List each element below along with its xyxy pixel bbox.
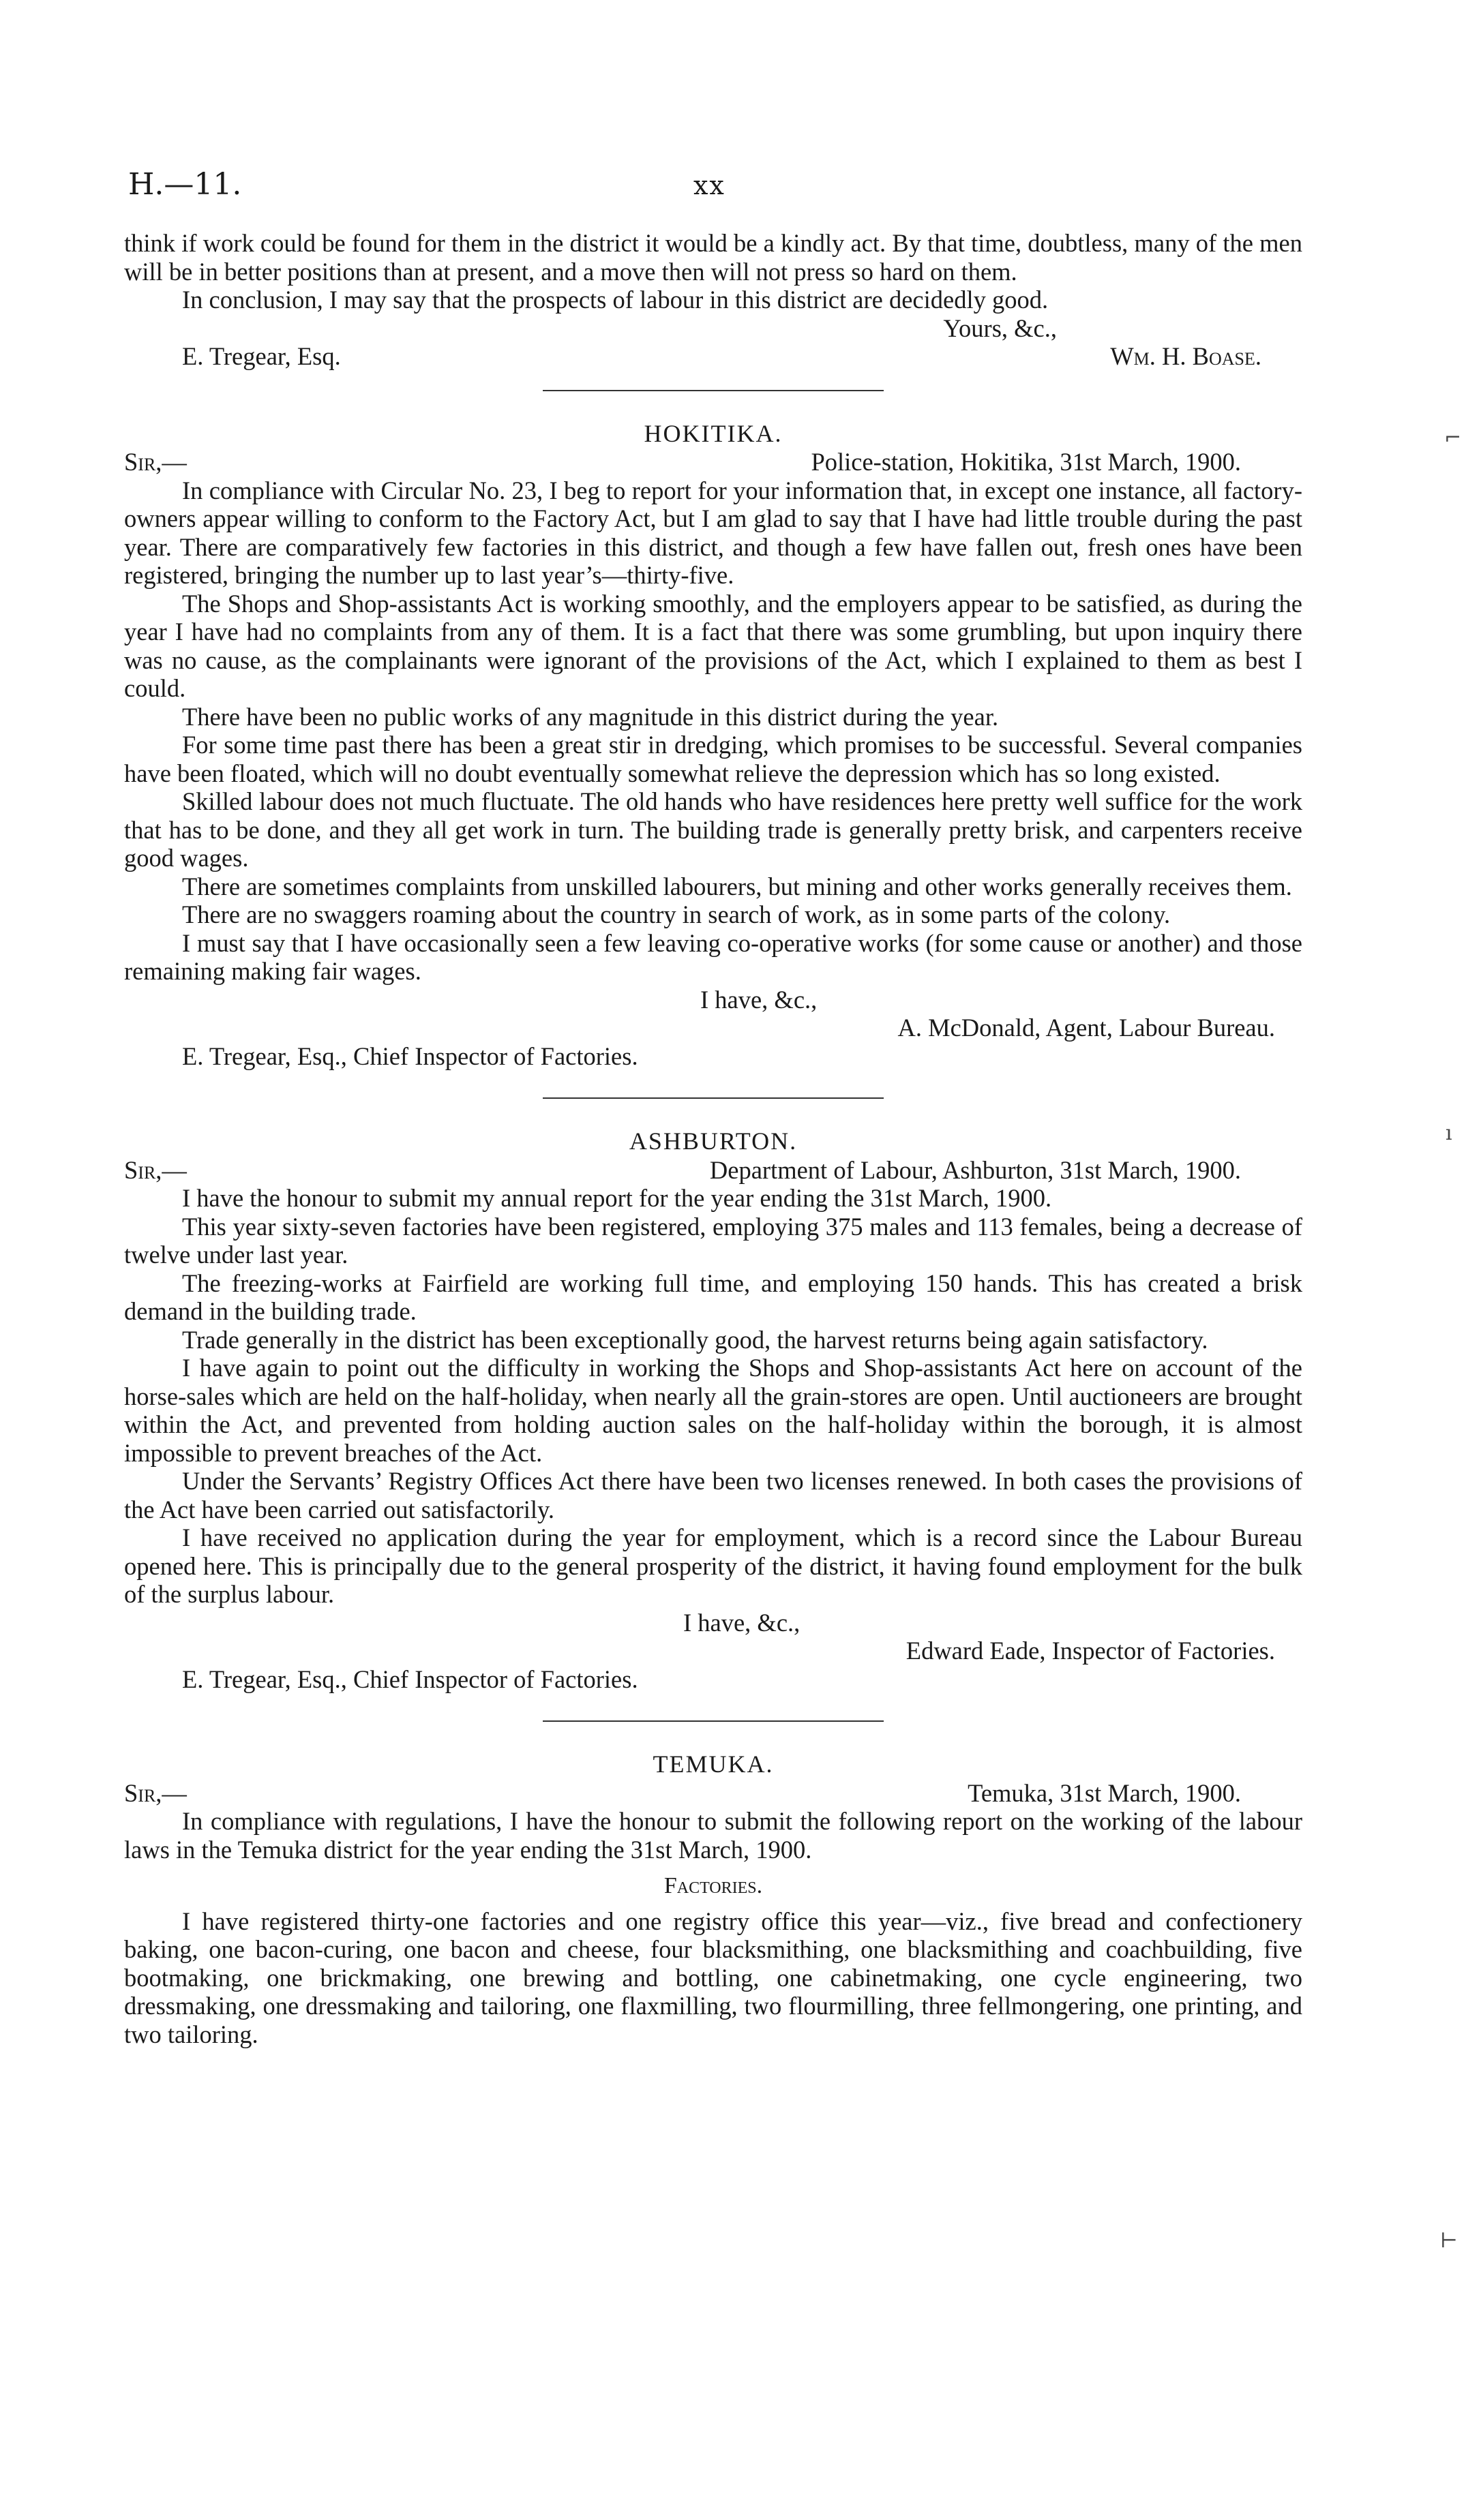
hokitika-closing: I have, &c., bbox=[700, 985, 818, 1014]
temuka-paragraph-2: I have registered thirty-one factories and one registry office this year—viz., five bread and confectionery baking, one bacon-curing, one bacon and cheese, four blacksmithing, one blacksmithing and coachbuilding, five bootmaking, one brickmaking, one brewing and bottling, one cabinetmaking, one cycle engineering, two dressmaking, one dressmaking and tailoring, one flaxmilling, two flourmilling, three fellmongering, one printing, and two tailoring. bbox=[124, 1907, 1302, 2048]
hokitika-salutation-row bbox=[124, 448, 1302, 476]
ashburton-place-date: Department of Labour, Ashburton, 31st March, 1900. bbox=[709, 1155, 1241, 1184]
ashburton-paragraph-5: I have again to point out the difficulty in working the Shops and Shop-assistants Act here on account of the horse-sales which are held on the half-holiday, when nearly all the grain-stores are open. Until auctioneers are brought within the Act, and prevented from holding auction sales on the half-holiday within the borough, it is almost impossible to prevent breaches of the Act. bbox=[124, 1354, 1302, 1467]
hokitika-signature: A. McDonald, Agent, Labour Bureau. bbox=[897, 1014, 1275, 1042]
ashburton-paragraph-7: I have received no application during the year for employment, which is a record since the Labour Bureau opened here. This is principally due to the general prosperity of the district, it having found employment for the bulk of the surplus labour. bbox=[124, 1523, 1302, 1608]
intro-section bbox=[124, 229, 1302, 371]
section-divider bbox=[543, 1097, 884, 1099]
ashburton-salutation: Sir,— bbox=[124, 1155, 187, 1184]
intro-signature-row bbox=[124, 342, 1302, 371]
section-divider bbox=[543, 390, 884, 391]
hokitika-paragraph-1: In compliance with Circular No. 23, I beg to report for your information that, in except one instance, all factory-owners appear willing to conform to the Factory Act, but I am glad to say that I have had little trouble during the past year. There are comparatively few factories in this district, and though a few have fallen out, fresh ones have been registered, bringing the number up to last year’s—thirty-five. bbox=[124, 476, 1302, 589]
ashburton-paragraph-2: This year sixty-seven factories have been registered, employing 375 males and 113 females, being a decrease of twelve under last year. bbox=[124, 1212, 1302, 1269]
hokitika-salutation: Sir,— bbox=[124, 448, 187, 476]
margin-mark: ı bbox=[1446, 1121, 1452, 1145]
hokitika-addressee: E. Tregear, Esq., Chief Inspector of Factories. bbox=[182, 1042, 638, 1070]
hokitika-paragraph-6: There are sometimes complaints from unskilled labourers, but mining and other works generally receives them. bbox=[182, 872, 1292, 900]
hokitika-paragraph-7: There are no swaggers roaming about the country in search of work, as in some parts of the colony. bbox=[182, 900, 1171, 928]
hokitika-paragraph-2: The Shops and Shop-assistants Act is working smoothly, and the employers appear to be satisfied, as during the year I have had no complaints from any of them. It is a fact that there was some grumbling, but upon inquiry there was no cause, as the complainants were ignorant of the provisions of the Act, which I explained to them as best I could. bbox=[124, 589, 1302, 702]
intro-closing: Yours, &c., bbox=[943, 314, 1057, 342]
intro-paragraph-1: think if work could be found for them in the district it would be a kindly act. By that time, doubtless, many of the men will be in better positions than at present, and a move then will not press so hard on them. bbox=[124, 229, 1302, 286]
temuka-heading: TEMUKA. bbox=[653, 1750, 774, 1778]
hokitika-paragraph-3: There have been no public works of any magnitude in this district during the year. bbox=[182, 702, 999, 731]
temuka-place-date: Temuka, 31st March, 1900. bbox=[968, 1778, 1241, 1807]
margin-mark: ⊢ bbox=[1440, 2229, 1458, 2253]
intro-signature: Wm. H. Boase. bbox=[1110, 342, 1261, 370]
ashburton-signature: Edward Eade, Inspector of Factories. bbox=[906, 1637, 1275, 1665]
ashburton-paragraph-4: Trade generally in the district has been exceptionally good, the harvest returns being again satisfactory. bbox=[182, 1325, 1208, 1354]
ashburton-closing: I have, &c., bbox=[683, 1608, 801, 1637]
intro-paragraph-2: In conclusion, I may say that the prospects of labour in this district are decidedly good. bbox=[182, 286, 1049, 314]
ashburton-heading: ASHBURTON. bbox=[629, 1127, 798, 1155]
temuka-section bbox=[124, 1750, 1302, 2048]
temuka-subheading: Factories. bbox=[663, 1873, 763, 1898]
intro-addressee: E. Tregear, Esq. bbox=[182, 342, 341, 370]
hokitika-heading: HOKITIKA. bbox=[644, 419, 783, 447]
ashburton-paragraph-1: I have the honour to submit my annual report for the year ending the 31st March, 1900. bbox=[182, 1184, 1052, 1212]
margin-mark: ⌐ bbox=[1444, 426, 1462, 450]
temuka-paragraph-1: In compliance with regulations, I have the honour to submit the following report on the working of the labour laws in the Temuka district for the year ending the 31st March, 1900. bbox=[124, 1807, 1302, 1864]
document-body bbox=[124, 229, 1302, 2048]
temuka-salutation: Sir,— bbox=[124, 1778, 187, 1807]
ashburton-paragraph-6: Under the Servants’ Registry Offices Act there have been two licenses renewed. In both cases the provisions of the Act have been carried out satisfactorily. bbox=[124, 1467, 1302, 1523]
page-number: xx bbox=[693, 170, 725, 200]
section-divider bbox=[543, 1720, 884, 1722]
ashburton-section bbox=[124, 1127, 1302, 1693]
temuka-salutation-row bbox=[124, 1779, 1302, 1808]
ashburton-salutation-row bbox=[124, 1156, 1302, 1185]
hokitika-place-date: Police-station, Hokitika, 31st March, 1900. bbox=[811, 448, 1241, 476]
hokitika-paragraph-5: Skilled labour does not much fluctuate. The old hands who have residences here pretty well suffice for the work that has to be done, and they all get work in turn. The building trade is generally pretty brisk, and carpenters receive good wages. bbox=[124, 787, 1302, 872]
hokitika-paragraph-8: I must say that I have occasionally seen a few leaving co-operative works (for some cause or another) and those remaining making fair wages. bbox=[124, 928, 1302, 985]
ashburton-paragraph-3: The freezing-works at Fairfield are working full time, and employing 150 hands. This has created a brisk demand in the building trade. bbox=[124, 1269, 1302, 1325]
hokitika-section bbox=[124, 420, 1302, 1071]
hokitika-paragraph-4: For some time past there has been a great stir in dredging, which promises to be successful. Several companies have been floated, which will no doubt eventually somewhat relieve the depression which has so long existed. bbox=[124, 731, 1302, 787]
document-id: H.—11. bbox=[128, 167, 242, 202]
ashburton-addressee: E. Tregear, Esq., Chief Inspector of Factories. bbox=[182, 1665, 638, 1693]
